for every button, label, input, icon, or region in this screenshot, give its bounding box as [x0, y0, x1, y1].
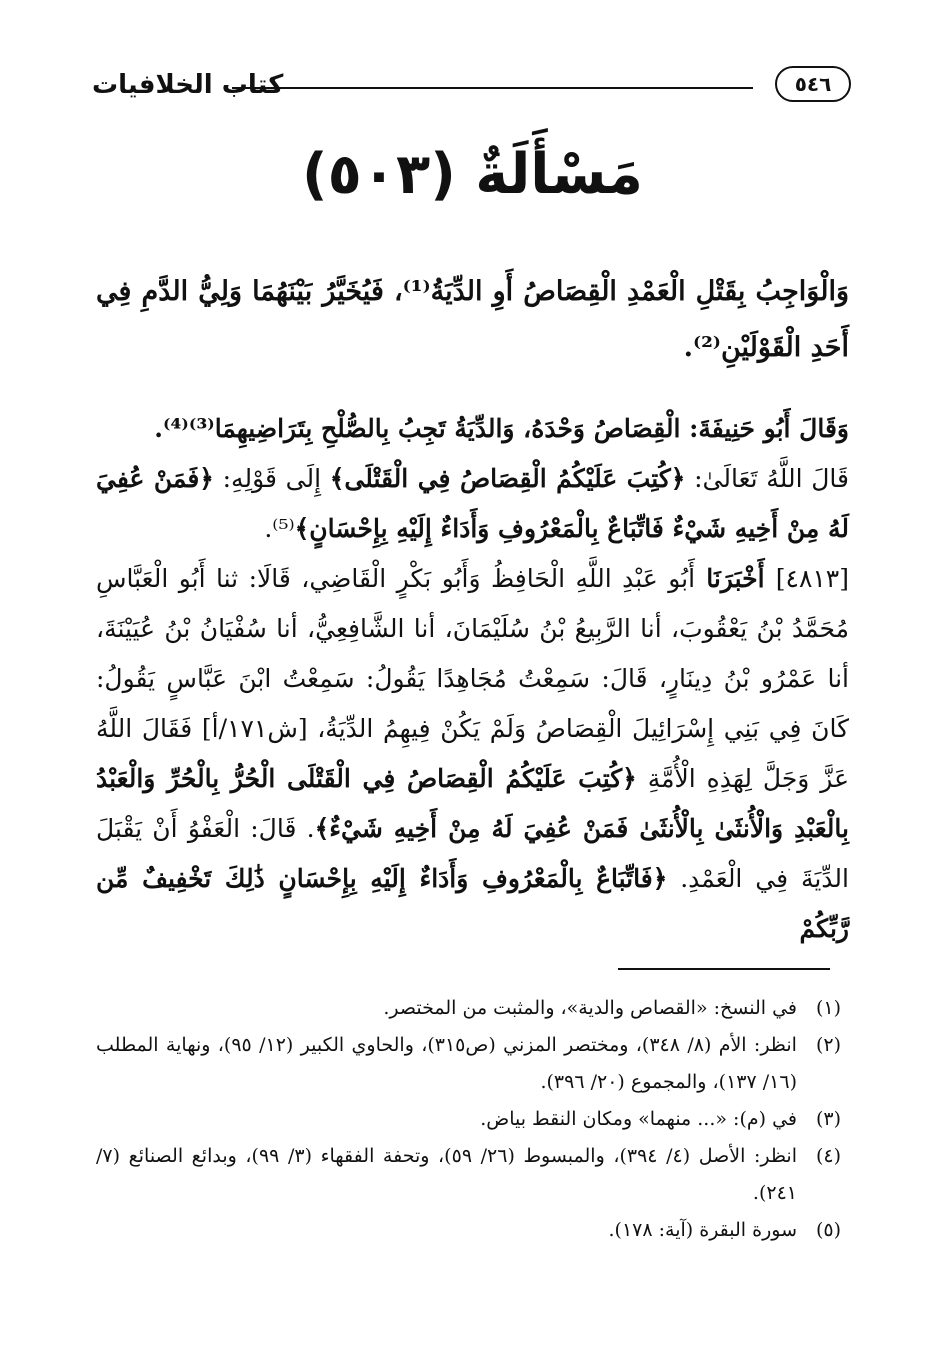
quran-verse: ﴿فَمَنْ عُفِيَ لَهُ مِنْ أَخِيهِ شَيْءٌ فَاتِّبَاعٌ بِالْمَعْرُوفِ وَأَدَاءٌ إِلَيْهِ بِإِحْسَانٍ﴾ [96, 464, 849, 543]
quran-verse: ﴿كُتِبَ عَلَيْكُمُ الْقِصَاصُ فِي الْقَتْلَى﴾ [329, 464, 686, 493]
ruling-statement: وَالْوَاجِبُ بِقَتْلِ الْعَمْدِ الْقِصَاصُ أَوِ الدِّيَةُ⁽¹⁾، فَيُخَيَّرُ بَيْنَهُمَا وَلِيُّ الدَّمِ فِي أَحَدِ الْقَوْلَيْنِ⁽²⁾. [96, 276, 849, 363]
footnote: (١) في النسخ: «القصاص والدية»، والمثبت من المختصر. [383, 997, 841, 1019]
masala-title: مَسْأَلَةٌ (٥٠٣) [302, 142, 643, 207]
footnote-divider [618, 968, 830, 970]
footnote: (٥) سورة البقرة (آية: ١٧٨). [608, 1219, 841, 1241]
quran-citation-paragraph: قَالَ اللَّهُ تَعَالَىٰ: ﴿كُتِبَ عَلَيْكُمُ الْقِصَاصُ فِي الْقَتْلَى﴾ إِلَى قَوْلِهِ: ﴿فَمَنْ عُفِيَ لَهُ مِنْ أَخِيهِ شَيْءٌ فَاتِّبَاعٌ بِالْمَعْرُوفِ وَأَدَاءٌ إِلَيْهِ بِإِحْسَانٍ﴾⁽⁵⁾. [96, 464, 849, 543]
footnotes [96, 990, 841, 1249]
book-title: كتاب الخلافيات [92, 70, 284, 100]
header-rule [232, 87, 753, 89]
page-header [92, 66, 853, 110]
akhbarana-label: أَخْبَرَنَا [695, 564, 776, 593]
hanafi-opinion: وَقَالَ أَبُو حَنِيفَةَ: الْقِصَاصُ وَحْدَهُ، وَالدِّيَةُ تَجِبُ بِالصُّلْحِ بِتَرَاضِيهِمَا⁽³⁾⁽⁴⁾. [154, 414, 849, 443]
main-body [96, 404, 849, 954]
quran-verse: ﴿فَاتِّبَاعٌ بِالْمَعْرُوفِ وَأَدَاءٌ إِلَيْهِ بِإِحْسَانٍ ذَٰلِكَ تَخْفِيفٌ مِّن رَّبِّكُمْ [96, 864, 849, 943]
footnote: (٢) انظر: الأم (٨/ ٣٤٨)، ومختصر المزني (ص٣١٥)، والحاوي الكبير (١٢/ ٩٥)، ونهاية المطلب (١٦/ ١٣٧)، والمجموع (٢٠/ ٣٩٦). [96, 1034, 841, 1093]
hadith-number: [٤٨١٣] [775, 564, 849, 593]
hadith-paragraph: [٤٨١٣] أَخْبَرَنَا أَبُو عَبْدِ اللَّهِ الْحَافِظُ وَأَبُو بَكْرٍ الْقَاضِي، قَالَا: ثنا أَبُو الْعَبَّاسِ مُحَمَّدُ بْنُ يَعْقُوبَ، أنا الرَّبِيعُ بْنُ سُلَيْمَانَ، أنا الشَّافِعِيُّ، أنا سُفْيَانُ بْنُ عُيَيْنَةَ، أنا عَمْرُو بْنُ دِينَارٍ، قَالَ: سَمِعْتُ مُجَاهِدًا يَقُولُ: سَمِعْتُ ابْنَ عَبَّاسٍ يَقُولُ: كَانَ فِي بَنِي إِسْرَائِيلَ الْقِصَاصُ وَلَمْ يَكُنْ فِيهِمُ الدِّيَةُ، [ش١٧١/أ] فَقَالَ اللَّهُ عَزَّ وَجَلَّ لِهَذِهِ الْأُمَّةِ ﴿كُتِبَ عَلَيْكُمُ الْقِصَاصُ فِي الْقَتْلَى الْحُرُّ بِالْحُرِّ وَالْعَبْدُ بِالْعَبْدِ وَالْأُنثَىٰ بِالْأُنثَىٰ فَمَنْ عُفِيَ لَهُ مِنْ أَخِيهِ شَيْءٌ﴾. قَالَ: الْعَفْوُ أَنْ يَقْبَلَ الدِّيَةَ فِي الْعَمْدِ. ﴿فَاتِّبَاعٌ بِالْمَعْرُوفِ وَأَدَاءٌ إِلَيْهِ بِإِحْسَانٍ ذَٰلِكَ تَخْفِيفٌ مِّن رَّبِّكُمْ [96, 564, 849, 943]
page-number: ٥٤٦ [775, 66, 851, 102]
footnote: (٤) انظر: الأصل (٤/ ٣٩٤)، والمبسوط (٢٦/ ٥٩)، وتحفة الفقهاء (٣/ ٩٩)، وبدائع الصنائع (٧/ ٢٤١). [96, 1145, 841, 1204]
footnote: (٣) في (م): «... منهما» ومكان النقط بياض. [480, 1108, 841, 1130]
quran-verse: ﴿كُتِبَ عَلَيْكُمُ الْقِصَاصُ فِي الْقَتْلَى الْحُرُّ بِالْحُرِّ وَالْعَبْدُ بِالْعَبْدِ وَالْأُنثَىٰ بِالْأُنثَىٰ فَمَنْ عُفِيَ لَهُ مِنْ أَخِيهِ شَيْءٌ﴾ [96, 764, 849, 843]
